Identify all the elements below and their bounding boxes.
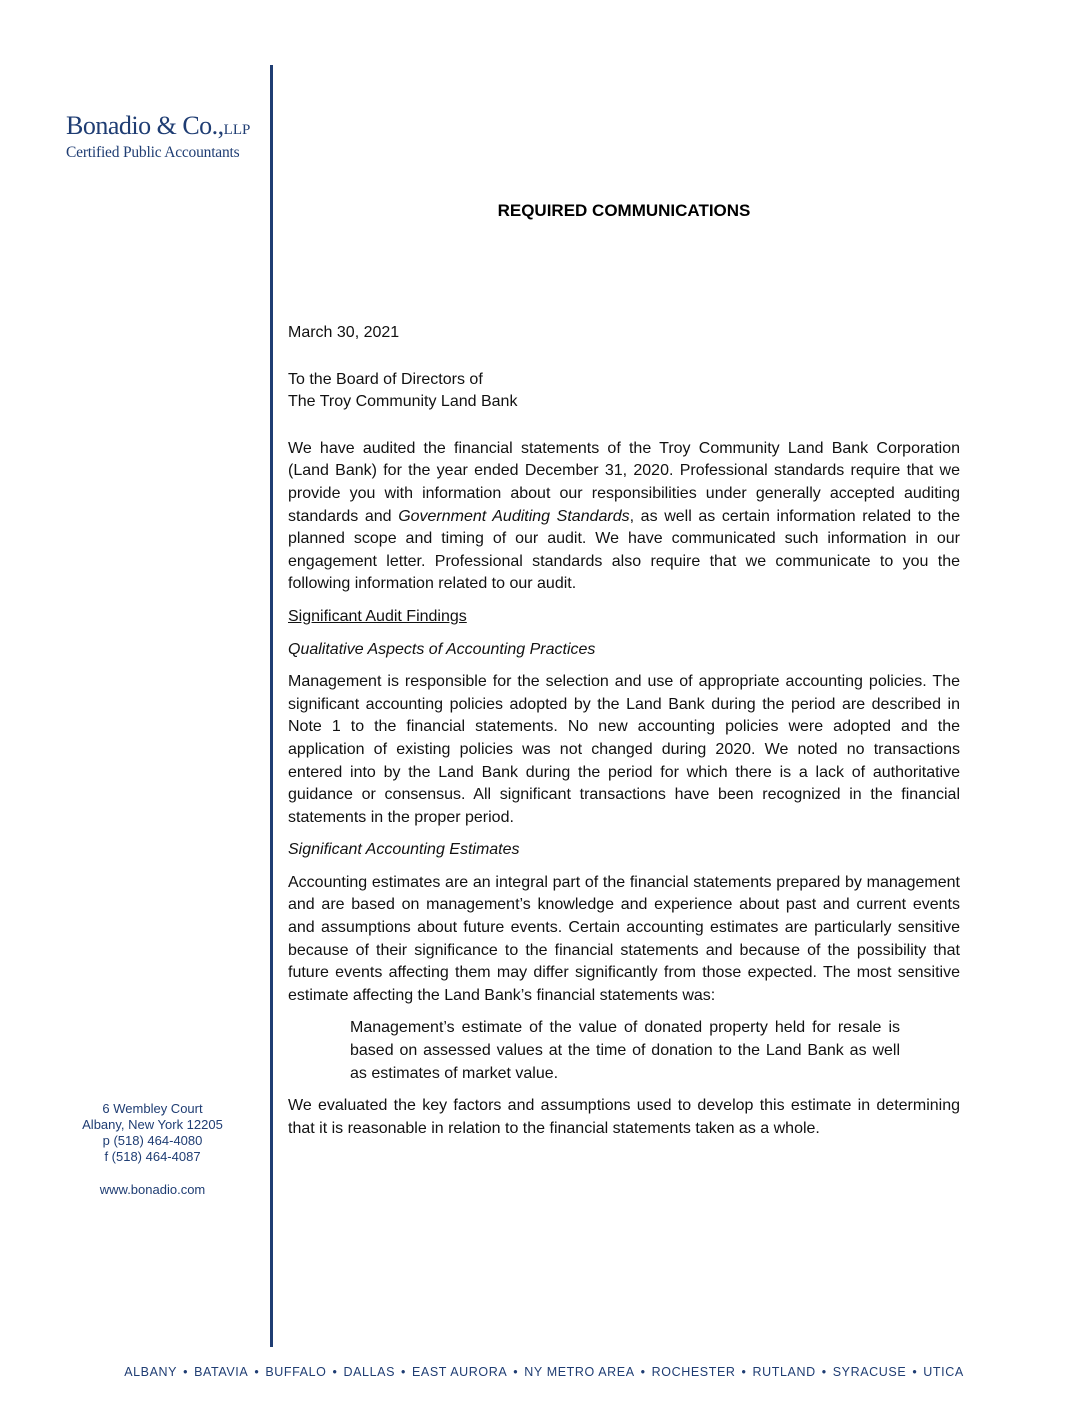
footer-separator: • — [254, 1365, 260, 1379]
logo-suffix: LLP — [223, 122, 251, 138]
location-item: BATAVIA — [194, 1365, 249, 1379]
estimate-quote: Management’s estimate of the value of donated property held for resale is based on assessed values at the time of donation to the Land Bank as well as estimates of market value. — [350, 1019, 900, 1082]
street-address: 6 Wembley Court — [102, 1101, 203, 1116]
location-item: ALBANY — [124, 1365, 178, 1379]
footer-separator: • — [513, 1365, 519, 1379]
recipient-address — [288, 369, 960, 414]
location-item: SYRACUSE — [832, 1365, 907, 1379]
footer-separator: • — [821, 1365, 827, 1379]
intro-text-1: We have audited the financial statements of the Troy Community Land Bank Corporation (Land Bank) for the year ended December 31, 2020. Professional standards require that we provide you with information about our responsibilities under generally accepted auditing standards and — [288, 439, 960, 525]
footer-separator: • — [912, 1365, 918, 1379]
qualitative-paragraph: Management is responsible for the selection and use of appropriate accounting policies. The significant accounting policies adopted by the Land Bank during the period are described in Note 1 to the financial statements. No new accounting policies were adopted and the application of existing policies was not changed during 2020. We noted no transactions entered into by the Land Bank during the period for which there is a lack of authoritative guidance or consensus. All significant transactions have been recognized in the financial statements in the proper period. — [288, 673, 960, 826]
contact-sidebar — [60, 1101, 245, 1198]
office-locations-footer — [0, 1365, 1088, 1379]
location-item: ROCHESTER — [651, 1365, 736, 1379]
footer-separator: • — [332, 1365, 338, 1379]
location-item: UTICA — [923, 1365, 964, 1379]
letter-date: March 30, 2021 — [288, 324, 400, 341]
subsection-heading-qualitative: Qualitative Aspects of Accounting Practices — [288, 640, 596, 658]
vertical-divider — [270, 65, 273, 1347]
section-heading: Significant Audit Findings — [288, 607, 467, 625]
address-line-1: To the Board of Directors of — [288, 370, 483, 388]
subsection-heading-estimates: Significant Accounting Estimates — [288, 841, 520, 859]
location-item: DALLAS — [343, 1365, 396, 1379]
company-logo — [66, 111, 251, 162]
footer-separator: • — [741, 1365, 747, 1379]
intro-italic-text: Government Auditing Standards — [398, 507, 630, 525]
location-item: NY METRO AREA — [524, 1365, 635, 1379]
document-heading: REQUIRED COMMUNICATIONS — [497, 201, 751, 220]
location-item: RUTLAND — [752, 1365, 816, 1379]
logo-name: Bonadio & Co., — [66, 111, 224, 140]
footer-separator: • — [183, 1365, 189, 1379]
address-line-2: The Troy Community Land Bank — [288, 393, 518, 411]
closing-paragraph: We evaluated the key factors and assumptions used to develop this estimate in determining that it is reasonable in relation to the financial statements taken as a whole. — [288, 1097, 960, 1137]
footer-separator: • — [401, 1365, 406, 1379]
estimates-paragraph: Accounting estimates are an integral part of the financial statements prepared by management and are based on management’s knowledge and experience about past and current events and assumptions about future events. Certain accounting estimates are particularly sensitive because of their significance to the financial statements and because of the possibility that future events affecting them may differ significantly from those expected. The most sensitive estimate affecting the Land Bank’s financial statements was: — [288, 873, 960, 1004]
footer-separator: • — [640, 1365, 646, 1379]
letter-body — [288, 322, 960, 1150]
phone-number: p (518) 464-4080 — [102, 1133, 203, 1148]
logo-subtitle: Certified Public Accountants — [66, 144, 240, 161]
website-link[interactable]: www.bonadio.com — [99, 1182, 206, 1197]
city-address: Albany, New York 12205 — [82, 1117, 223, 1132]
location-item: BUFFALO — [265, 1365, 327, 1379]
intro-text-2: , as well as certain information related to the planned scope and timing of our audit. We have communicated such information in our engagement letter. Professional standards also require that we communicate to you the following information related to our audit. — [288, 507, 961, 593]
location-item: EAST AURORA — [412, 1365, 508, 1379]
fax-number: f (518) 464-4087 — [104, 1149, 201, 1164]
intro-paragraph — [288, 438, 960, 596]
